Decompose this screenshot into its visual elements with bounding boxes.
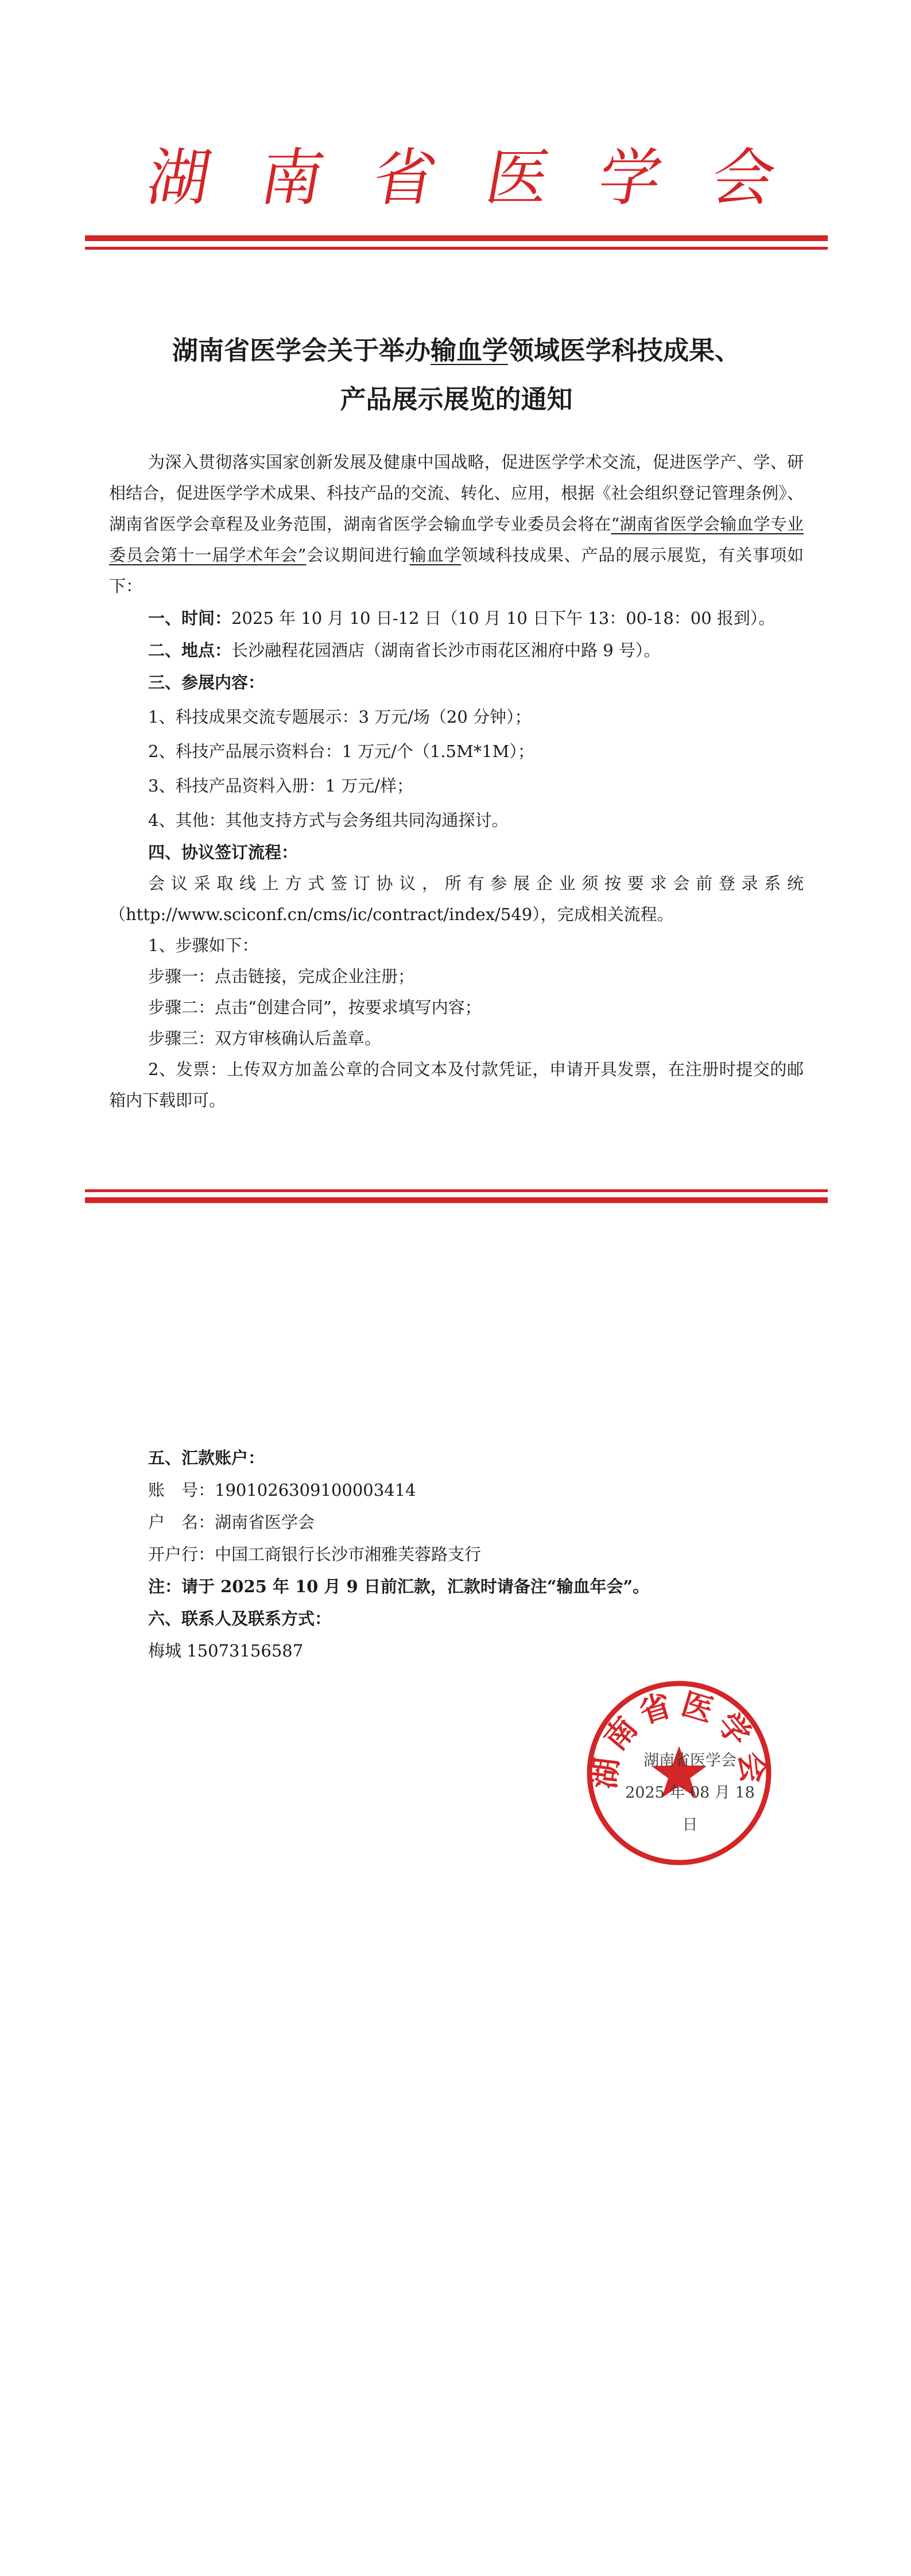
letterhead-char: 会 — [706, 142, 781, 214]
contact-person: 梅城 15073156587 — [148, 1641, 304, 1661]
letterhead-char: 省 — [367, 142, 443, 214]
remit-bank: 开户行：中国工商银行长沙市湘雅芙蓉路支行 — [148, 1545, 482, 1564]
contact-heading: 六、联系人及联系方式： — [148, 1609, 332, 1628]
remit-heading: 五、汇款账户： — [148, 1448, 265, 1468]
signature-block — [621, 1745, 759, 1841]
footer-rule-thin — [85, 1189, 828, 1192]
location-line: 二、地点：长沙融程花园酒店（湖南省长沙市雨花区湘府中路 9 号）。 — [148, 641, 661, 660]
org-letterhead-title — [0, 135, 911, 222]
invoice-paragraph: 2、发票：上传双方加盖公章的合同文本及付款凭证，申请开具发票，在注册时提交的邮箱内下载即可。 — [109, 1060, 804, 1110]
header-rule-thin — [85, 247, 828, 250]
content-heading: 三、参展内容： — [148, 673, 265, 692]
process-line: 会议采取线上方式签订协议，所有参展企业须按要求会前登录系统 — [148, 874, 804, 893]
seal-text: 湖南省医学会 — [586, 1685, 773, 1791]
time-line: 一、时间：2025 年 10 月 10 日-12 日（10 月 10 日下午 13：00-18：00 报到）。 — [148, 608, 776, 628]
intro-paragraph: 为深入贯彻落实国家创新发展及健康中国战略，促进医学学术交流，促进医学产、学、研相结合，促进医学学术成果、科技产品的交流、转化、应用，根据《社会组织登记管理条例》、湖南省医学会章程及业务范围，湖南省医学会输血学专业委员会将在“湖南省医学会输血学专业委员会第十一届学术年会”会议期间进行输血学领域科技成果、产品的展示展览，有关事项如下： — [109, 452, 804, 596]
signature-date: 2025 年 08 月 18 日 — [625, 1784, 755, 1834]
step-item: 步骤一：点击链接，完成企业注册； — [148, 967, 415, 986]
step-item: 步骤二：点击“创建合同”，按要求填写内容； — [148, 998, 482, 1017]
notice-title — [85, 326, 828, 424]
content-item: 3、科技产品资料入册：1 万元/样； — [148, 776, 413, 796]
step-item: 步骤三：双方审核确认后盖章。 — [148, 1029, 382, 1048]
letterhead-char: 南 — [254, 142, 329, 214]
signature-org: 湖南省医学会 — [643, 1752, 736, 1770]
content-item: 2、科技产品展示资料台：1 万元/个（1.5M*1M）； — [148, 742, 534, 761]
content-item: 4、其他：其他支持方式与会务组共同沟通探讨。 — [148, 810, 509, 830]
header-rule-thick — [85, 235, 828, 241]
letterhead-char: 学 — [593, 142, 668, 214]
letterhead-char: 医 — [480, 142, 555, 214]
content-item: 1、科技成果交流专题展示：3 万元/场（20 分钟）； — [148, 707, 532, 727]
steps-title: 1、步骤如下： — [148, 936, 259, 955]
process-heading: 四、协议签订流程： — [148, 843, 299, 862]
letterhead-char: 湖 — [142, 142, 217, 214]
notice-title-line2: 产品展示展览的通知 — [340, 384, 573, 414]
footer-rule-thick — [85, 1197, 828, 1203]
contract-link-line: （http://www.sciconf.cn/cms/ic/contract/index/549），完成相关流程。 — [109, 905, 674, 924]
notice-title-line1: 湖南省医学会关于举办输血学领域医学科技成果、 — [172, 335, 741, 366]
notice-body — [109, 447, 804, 1116]
remit-note: 注：请于 2025 年 10 月 9 日前汇款，汇款时请备注“输血年会”。 — [148, 1577, 650, 1596]
remit-name: 户 名：湖南省医学会 — [148, 1512, 315, 1532]
remit-account: 账 号：1901026309100003414 — [148, 1480, 416, 1500]
remit-contact-section — [148, 1442, 780, 1667]
